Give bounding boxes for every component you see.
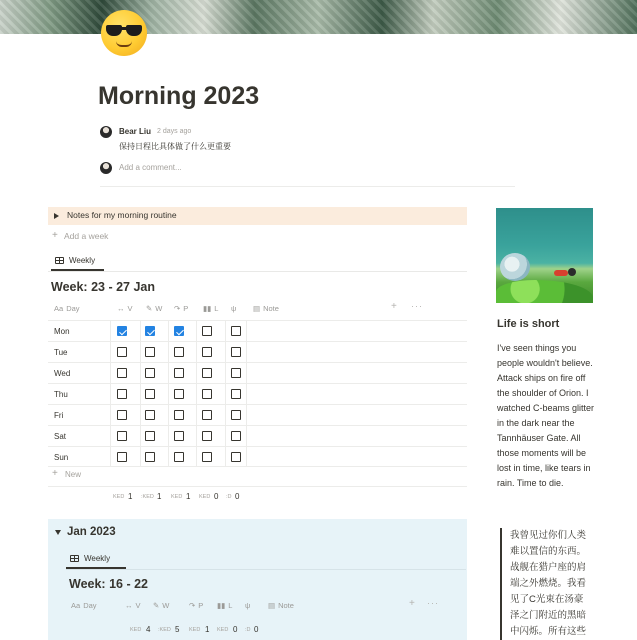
redo-icon: ↷ [189, 601, 196, 610]
checkbox[interactable] [231, 389, 241, 399]
column-header-note[interactable]: ▤ Note [268, 601, 294, 610]
tab-divider [66, 569, 466, 570]
toggle-arrow-icon[interactable] [54, 213, 59, 219]
document-icon: ▤ [268, 601, 276, 610]
cell-divider [168, 384, 169, 404]
cell-divider [140, 363, 141, 383]
toggle-heading[interactable]: Jan 2023 [67, 526, 116, 538]
calc-value[interactable]: 1 [186, 492, 191, 501]
toggle-notes[interactable] [48, 207, 467, 225]
cell-divider [225, 384, 226, 404]
checkbox-checked[interactable] [117, 326, 127, 336]
column-header-l[interactable]: ▮▮ L [217, 601, 233, 610]
cell-divider [140, 447, 141, 467]
tab-weekly-label: Weekly [69, 256, 96, 265]
plus-icon: + [52, 230, 58, 241]
calc-key: :KED [158, 627, 171, 633]
checkbox[interactable] [117, 410, 127, 420]
cell-divider [140, 342, 141, 362]
page-title[interactable]: Morning 2023 [98, 82, 260, 110]
avatar [100, 162, 112, 174]
avatar[interactable] [100, 126, 112, 138]
checkbox[interactable] [145, 368, 155, 378]
toggle-jan-2023 [48, 519, 467, 640]
cell-divider [196, 384, 197, 404]
calc-key: KED [130, 627, 142, 633]
column-header-v[interactable]: ↔ V [117, 304, 133, 313]
database-title[interactable]: Week: 16 - 22 [69, 577, 148, 591]
checkbox[interactable] [202, 368, 212, 378]
cell-divider [246, 426, 247, 446]
fork-knife-icon: ψ [245, 601, 251, 610]
checkbox[interactable] [231, 368, 241, 378]
calc-key: :D [226, 494, 232, 500]
add-property-icon[interactable]: + [409, 598, 415, 609]
checkbox[interactable] [202, 410, 212, 420]
checkbox[interactable] [202, 431, 212, 441]
cell-divider [168, 342, 169, 362]
tab-weekly-label: Weekly [84, 554, 111, 563]
fork-knife-icon: ψ [231, 304, 237, 313]
table-row[interactable] [48, 362, 467, 383]
calc-value[interactable]: 0 [233, 625, 238, 634]
checkbox[interactable] [231, 326, 241, 336]
calculation-row [113, 492, 253, 502]
more-options-icon[interactable]: ··· [411, 301, 423, 311]
checkbox[interactable] [202, 452, 212, 462]
checkbox[interactable] [231, 347, 241, 357]
checkbox[interactable] [145, 347, 155, 357]
column-header-w[interactable]: ✎ W [146, 304, 163, 313]
cell-divider [140, 426, 141, 446]
cell-divider [110, 405, 111, 425]
cell-divider [225, 342, 226, 362]
calc-value[interactable]: 5 [175, 625, 180, 634]
cell-divider [225, 405, 226, 425]
checkbox[interactable] [202, 326, 212, 336]
add-comment-placeholder[interactable]: Add a comment... [119, 163, 182, 172]
checkbox[interactable] [174, 347, 184, 357]
toggle-label: Notes for my morning routine [67, 210, 177, 220]
checkbox[interactable] [174, 431, 184, 441]
calc-key: :KED [141, 494, 154, 500]
day-cell[interactable]: Tue [54, 348, 68, 357]
tab-divider [48, 271, 467, 272]
landscape-illustration-image[interactable] [496, 208, 593, 303]
cell-divider [246, 321, 247, 341]
calc-key: :D [245, 627, 251, 633]
cell-divider [168, 447, 169, 467]
column-header-meal[interactable] [231, 299, 251, 319]
books-icon: ▮▮ [217, 601, 226, 610]
column-header-meal[interactable] [245, 596, 265, 616]
cell-divider [110, 447, 111, 467]
checkbox[interactable] [117, 389, 127, 399]
checkbox[interactable] [117, 431, 127, 441]
day-cell[interactable]: Sat [54, 432, 67, 441]
checkbox[interactable] [145, 410, 155, 420]
cell-divider [246, 405, 247, 425]
checkbox-checked[interactable] [174, 326, 184, 336]
sidebar-paragraph[interactable]: I've seen things you people wouldn't believe. Attack ships on fire off the shoulder of Orion. I watched C-beams glitter in the dark near the Tannhäuser Gate. All those moments will be lost in time, like tears in rain. Time to die. [497, 343, 595, 488]
cell-divider [140, 405, 141, 425]
calc-key: KED [199, 494, 211, 500]
column-header-note[interactable]: ▤ Note [253, 304, 279, 313]
checkbox[interactable] [202, 347, 212, 357]
day-cell[interactable]: Thu [54, 390, 68, 399]
cell-divider [246, 363, 247, 383]
calc-value[interactable]: 1 [205, 625, 210, 634]
column-header-v[interactable]: ↔ V [125, 601, 141, 610]
table-row[interactable] [48, 383, 467, 404]
add-comment-input[interactable] [100, 161, 515, 175]
quote-block[interactable] [500, 528, 595, 640]
more-options-icon[interactable]: ··· [427, 598, 439, 608]
table-row[interactable] [48, 446, 467, 467]
books-icon: ▮▮ [203, 304, 212, 313]
calc-value[interactable]: 4 [146, 625, 151, 634]
calc-value[interactable]: 0 [235, 492, 240, 501]
arrows-icon: ↔ [125, 601, 133, 610]
calc-value[interactable]: 0 [214, 492, 219, 501]
column-header-day[interactable]: Aa Day [54, 304, 80, 313]
cell-divider [196, 447, 197, 467]
checkbox[interactable] [174, 368, 184, 378]
pen-icon: ✎ [153, 601, 160, 610]
calc-key: KED [171, 494, 183, 500]
calc-value[interactable]: 1 [157, 492, 162, 501]
table-row[interactable] [48, 320, 467, 341]
checkbox[interactable] [174, 389, 184, 399]
database-title[interactable]: Week: 23 - 27 Jan [51, 280, 155, 294]
checkbox[interactable] [231, 452, 241, 462]
column-header-w[interactable]: ✎ W [153, 601, 170, 610]
day-cell[interactable]: Fri [54, 411, 64, 420]
sunglasses-emoji-icon[interactable] [101, 10, 147, 56]
document-icon: ▤ [253, 304, 261, 313]
table-header [48, 299, 467, 319]
quote-text: 我曾见过你们人类难以置信的东西。战舰在猎户座的肩端之外燃烧。我看见了C光束在汤豪泽之门附近的黑暗中闪烁。所有这些 [510, 530, 587, 637]
checkbox[interactable] [145, 431, 155, 441]
checkbox[interactable] [174, 452, 184, 462]
divider [48, 486, 467, 487]
cell-divider [196, 321, 197, 341]
checkbox[interactable] [117, 452, 127, 462]
comment-author: Bear Liu [119, 127, 152, 136]
cell-divider [110, 321, 111, 341]
day-cell[interactable]: Mon [54, 327, 70, 336]
cell-divider [196, 426, 197, 446]
table-row[interactable] [48, 425, 467, 446]
cell-divider [168, 363, 169, 383]
arrows-icon: ↔ [117, 304, 125, 313]
cell-divider [246, 384, 247, 404]
cell-divider [196, 342, 197, 362]
table-row[interactable] [48, 341, 467, 362]
calc-value[interactable]: 0 [254, 625, 259, 634]
checkbox[interactable] [145, 389, 155, 399]
cell-divider [110, 363, 111, 383]
add-property-icon[interactable]: + [391, 301, 397, 312]
checkbox[interactable] [117, 347, 127, 357]
checkbox[interactable] [174, 410, 184, 420]
cell-divider [168, 405, 169, 425]
new-row-label: New [65, 470, 82, 479]
cell-divider [196, 405, 197, 425]
plus-icon: + [52, 468, 58, 479]
column-header-l[interactable]: ▮▮ L [203, 304, 219, 313]
column-header-p[interactable]: ↷ P [174, 304, 189, 313]
checkbox[interactable] [231, 431, 241, 441]
column-header-p[interactable]: ↷ P [189, 601, 204, 610]
text-property-icon: Aa [54, 304, 64, 313]
add-week-label: Add a week [64, 231, 109, 241]
checkbox[interactable] [117, 368, 127, 378]
toggle-arrow-icon[interactable] [55, 530, 61, 535]
cell-divider [246, 447, 247, 467]
pen-icon: ✎ [146, 304, 153, 313]
cover-image[interactable] [0, 0, 637, 34]
divider [100, 186, 515, 187]
redo-icon: ↷ [174, 304, 181, 313]
calc-key: KED [217, 627, 229, 633]
table-bottom-border [48, 466, 467, 467]
table-row[interactable] [48, 404, 467, 425]
checkbox-checked[interactable] [145, 326, 155, 336]
cell-divider [196, 363, 197, 383]
cell-divider [140, 321, 141, 341]
cell-divider [225, 321, 226, 341]
calc-key: KED [189, 627, 201, 633]
checkbox[interactable] [231, 410, 241, 420]
cell-divider [246, 342, 247, 362]
column-header-day[interactable]: Aa Day [71, 601, 97, 610]
comment-time: 2 days ago [157, 128, 192, 135]
cell-divider [110, 426, 111, 446]
table-icon [55, 257, 64, 264]
checkbox[interactable] [145, 452, 155, 462]
comment-text: 保持日程比具体做了什么更重要 [119, 142, 231, 151]
calc-value[interactable]: 1 [128, 492, 133, 501]
day-cell[interactable]: Wed [54, 369, 71, 378]
cell-divider [140, 384, 141, 404]
cell-divider [225, 363, 226, 383]
cell-divider [168, 426, 169, 446]
cell-divider [225, 447, 226, 467]
calculation-row [130, 625, 270, 635]
checkbox[interactable] [202, 389, 212, 399]
cell-divider [110, 342, 111, 362]
cell-divider [168, 321, 169, 341]
calc-key: KED [113, 494, 125, 500]
cell-divider [110, 384, 111, 404]
table-icon [70, 555, 79, 562]
day-cell[interactable]: Sun [54, 453, 69, 462]
text-property-icon: Aa [71, 601, 81, 610]
table-header [66, 596, 466, 616]
sidebar-heading[interactable]: Life is short [497, 318, 560, 330]
cell-divider [225, 426, 226, 446]
